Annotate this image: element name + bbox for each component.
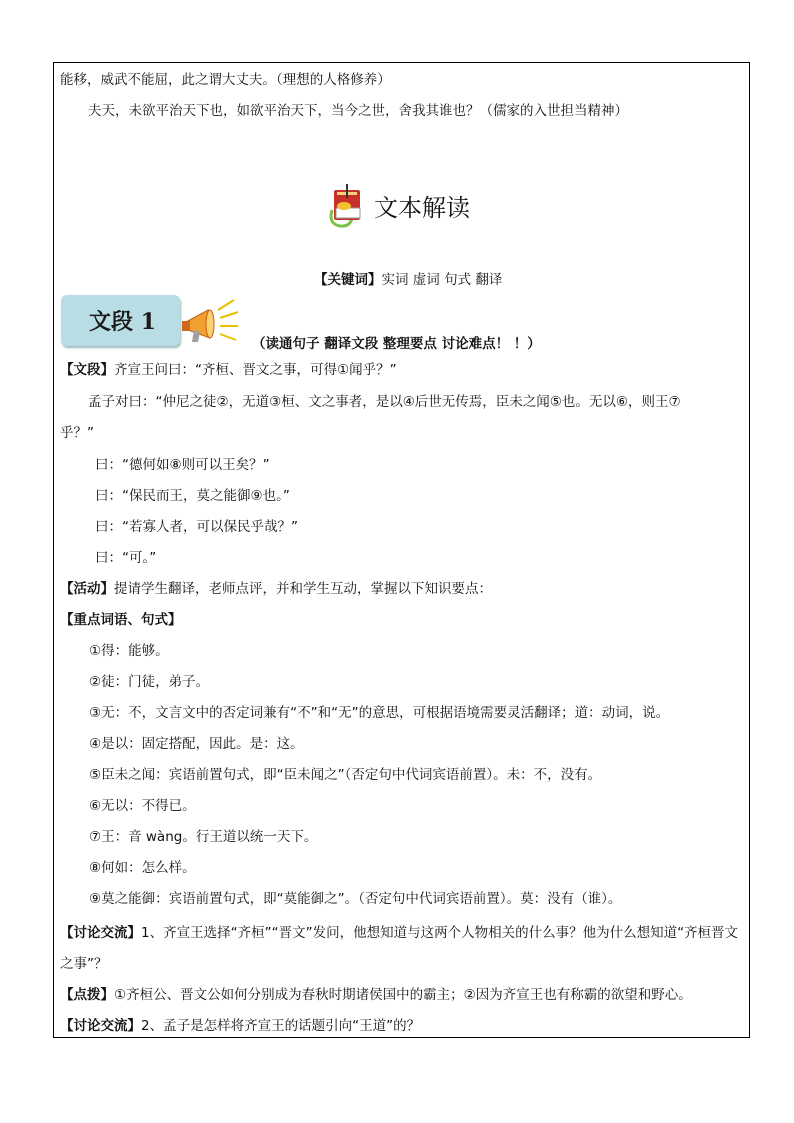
megaphone-icon — [180, 298, 240, 348]
passage-label: 【文段】 — [60, 362, 114, 378]
passage-text-1: 齐宣王问曰：“齐桓、晋文之事，可得①闻乎？” — [114, 362, 397, 378]
activity-label: 【活动】 — [60, 581, 114, 597]
key-term-item: ⑧何如：怎么样。 — [89, 860, 196, 876]
key-term-item: ⑤臣未之闻：宾语前置句式，即“臣未闻之”（否定句中代词宾语前置）。未：不，没有。 — [89, 767, 602, 783]
discussion-1-text: 1、齐宣王选择“齐桓”“晋文”发问，他想知道与这两个人物相关的什么事？他为什么想知道“齐桓晋文之事”？ — [60, 925, 739, 972]
segment-badge — [61, 295, 180, 346]
keywords-label: 【关键词】 — [314, 272, 382, 288]
passage-line-6: 曰：“若寡人者，可以保民乎哉？” — [95, 519, 298, 535]
segment-instruction: （读通句子 翻译文段 整理要点 讨论难点！ ！） — [252, 336, 541, 352]
book-icon — [326, 180, 372, 230]
hint-text: ①齐桓公、晋文公如何分别成为春秋时期诸侯国中的霸主；②因为齐宣王也有称霸的欲望和野心。 — [114, 987, 692, 1003]
hint-label: 【点拨】 — [60, 987, 114, 1003]
activity-line — [60, 580, 492, 598]
segment-badge-label: 文段 1 — [89, 309, 156, 335]
key-term-item: ②徒：门徒，弟子。 — [89, 674, 210, 690]
passage-line-7: 曰：“可。” — [95, 550, 157, 566]
key-term-item: ⑦王：音 wàng。行王道以统一天下。 — [89, 829, 318, 845]
keywords-text: 实词 虚词 句式 翻译 — [381, 272, 503, 288]
discussion-2-text: 2、孟子是怎样将齐宣王的话题引向“王道”的？ — [141, 1018, 421, 1034]
key-terms-label: 【重点词语、句式】 — [60, 612, 182, 628]
passage-line-1 — [60, 361, 397, 379]
discussion-1 — [60, 918, 744, 980]
discussion-1-label: 【讨论交流】 — [60, 925, 141, 941]
intro-line-2: 夫天，未欲平治天下也，如欲平治天下，当今之世，舍我其谁也？（儒家的入世担当精神） — [88, 103, 628, 119]
intro-line-1: 能移，威武不能屈，此之谓大丈夫。（理想的人格修养） — [60, 72, 391, 88]
key-term-item: ③无：不，文言文中的否定词兼有“不”和“无”的意思，可根据语境需要灵活翻译；道：动词，说。 — [89, 705, 670, 721]
section-title: 文本解读 — [374, 194, 470, 222]
key-term-item: ④是以：固定搭配，因此。是：这。 — [89, 736, 304, 752]
passage-line-2: 孟子对曰：“仲尼之徒②，无道③桓、文之事者，是以④后世无传焉，臣未之闻⑤也。无以⑥，则王⑦ — [88, 394, 681, 410]
passage-line-3: 乎？” — [60, 425, 94, 441]
key-term-item: ⑨莫之能御：宾语前置句式，即“莫能御之”。（否定句中代词宾语前置）。莫：没有（谁）。 — [89, 891, 622, 907]
hint-line — [60, 986, 692, 1004]
keywords-line — [314, 268, 502, 288]
activity-text: 提请学生翻译，老师点评，并和学生互动，掌握以下知识要点： — [114, 581, 492, 597]
discussion-2-label: 【讨论交流】 — [60, 1018, 141, 1034]
passage-line-4: 曰：“德何如⑧则可以王矣？” — [95, 457, 270, 473]
key-term-item: ⑥无以：不得已。 — [89, 798, 196, 814]
discussion-2 — [60, 1017, 420, 1035]
key-term-item: ①得：能够。 — [89, 643, 169, 659]
passage-line-5: 曰：“保民而王，莫之能御⑨也。” — [95, 488, 290, 504]
